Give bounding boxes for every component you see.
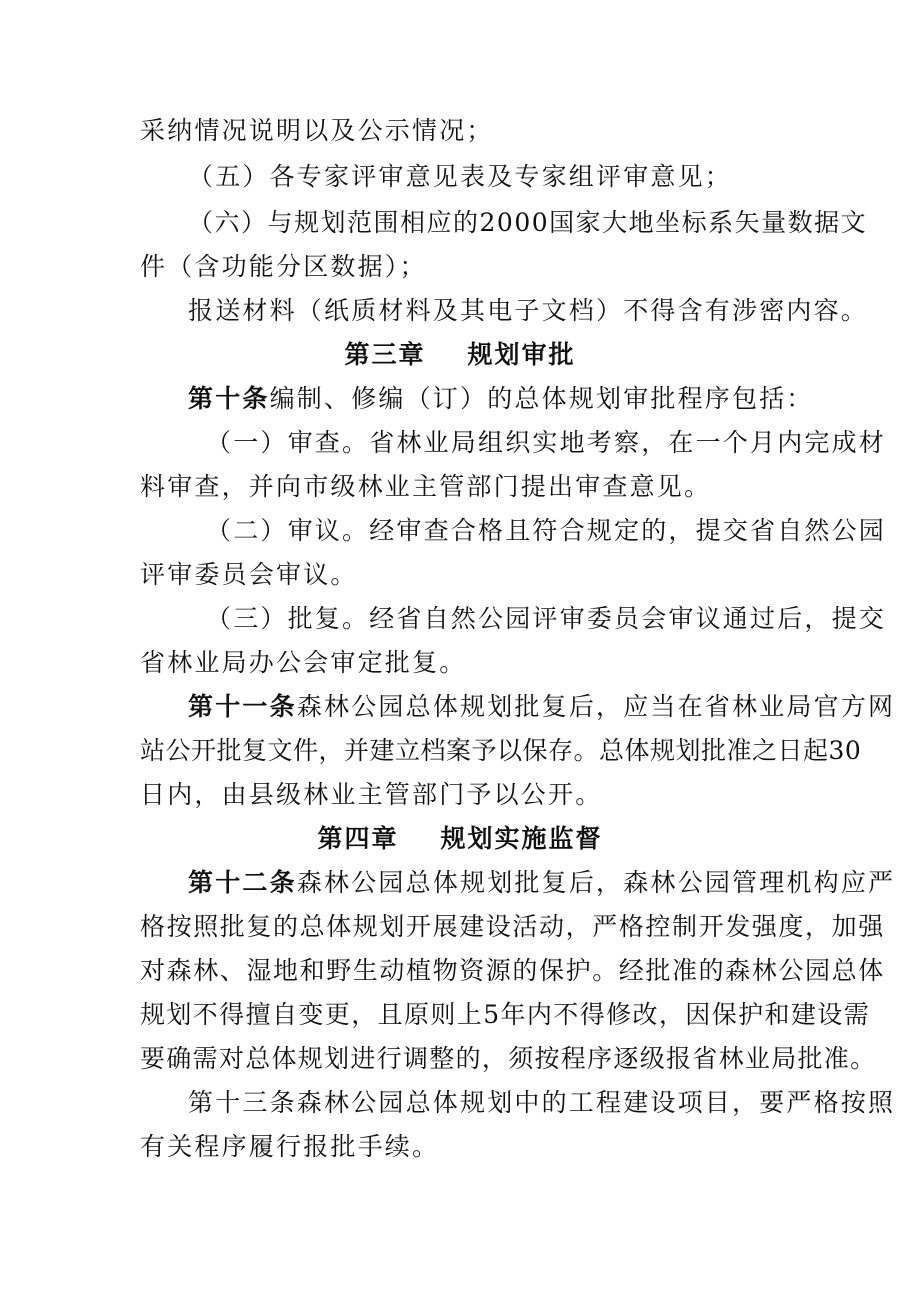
paragraph-line: 评审委员会审议。 [140, 560, 358, 589]
article-line [188, 382, 814, 416]
paragraph-line: 规划不得擅自变更，且原则上5年内不得修改，因保护和建设需 [140, 1000, 871, 1029]
article-label: 第十一条 [188, 692, 297, 721]
article-line [188, 866, 895, 900]
paragraph-line: 站公开批复文件，并建立档案予以保存。总体规划批准之日起30 [140, 736, 862, 765]
paragraph-line: 有关程序履行报批手续。 [140, 1132, 440, 1161]
article-text: 森林公园总体规划批复后，应当在省林业局官方网 [296, 692, 896, 721]
chapter-heading [0, 338, 920, 372]
paragraph-line: 省林业局办公会审定批复。 [140, 648, 467, 677]
chapter-heading [0, 822, 920, 856]
paragraph-line: 件（含功能分区数据）； [140, 252, 427, 281]
paragraph-line: （一）审查。省林业局组织实地考察，在一个月内完成材 [206, 428, 887, 457]
paragraph-line: 格按照批复的总体规划开展建设活动，严格控制开发强度，加强 [140, 912, 885, 941]
article-line [188, 690, 895, 724]
paragraph-line: 第十三条森林公园总体规划中的工程建设项目，要严格按照 [188, 1088, 896, 1117]
paragraph-line: 采纳情况说明以及公示情况； [140, 116, 494, 145]
article-text: 森林公园总体规划批复后，森林公园管理机构应严 [296, 868, 896, 897]
article-label: 第十二条 [188, 868, 297, 897]
paragraph-line: 对森林、湿地和野生动植物资源的保护。经批准的森林公园总体 [140, 956, 885, 985]
article-label: 第十条 [188, 384, 270, 413]
paragraph-line: （二）审议。经审查合格且符合规定的，提交省自然公园 [206, 516, 887, 545]
chapter-title: 规划审批 [467, 340, 576, 369]
chapter-title: 规划实施监督 [440, 824, 603, 853]
chapter-number: 第四章 [317, 824, 399, 853]
paragraph-line: （三）批复。经省自然公园评审委员会审议通过后，提交 [206, 604, 887, 633]
paragraph-line: 料审查，并向市级林业主管部门提出审查意见。 [140, 472, 712, 501]
article-text: 编制、修编（订）的总体规划审批程序包括： [269, 384, 814, 413]
paragraph-line: 报送材料（纸质材料及其电子文档）不得含有涉密内容。 [188, 296, 869, 325]
paragraph-line: （五）各专家评审意见表及专家组评审意见； [188, 162, 733, 191]
paragraph-line: 要确需对总体规划进行调整的，须按程序逐级报省林业局批准。 [140, 1044, 877, 1073]
chapter-number: 第三章 [344, 340, 426, 369]
paragraph-line: 日内，由县级林业主管部门予以公开。 [140, 780, 603, 809]
paragraph-line: （六）与规划范围相应的2000国家大地坐标系矢量数据文 [188, 208, 868, 237]
